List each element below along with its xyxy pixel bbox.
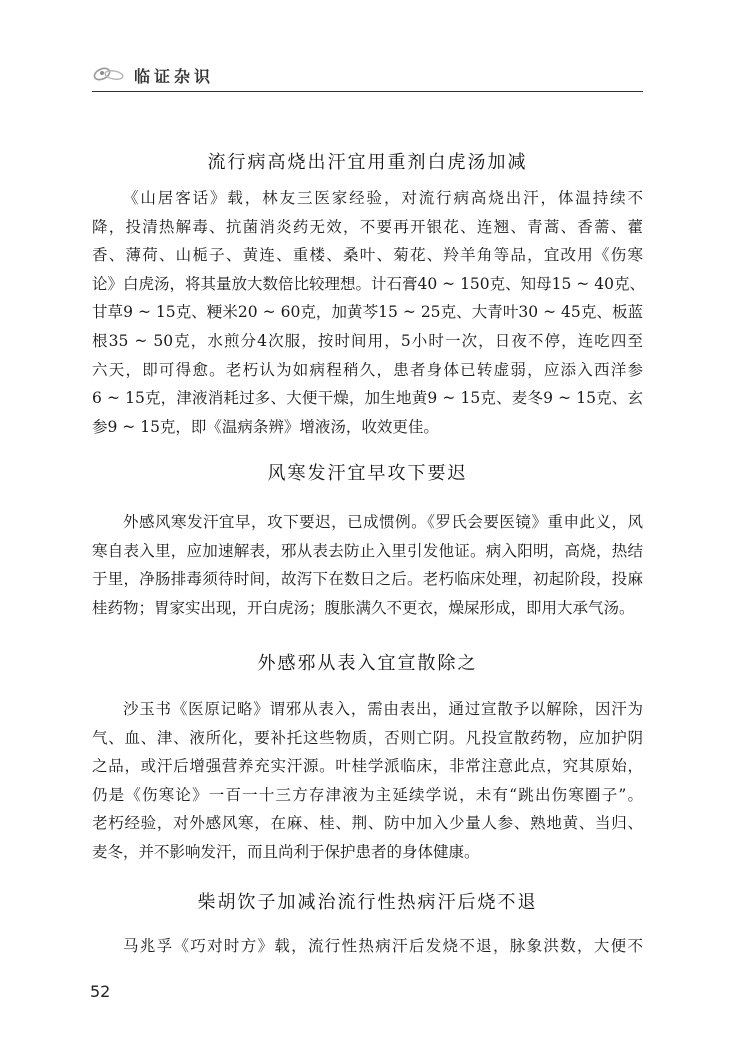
section-heading-2: 风寒发汗宜早攻下要迟: [267, 463, 468, 484]
text-line: 于里，净肠排毒须待时间，故泻下在数日之后。老朽临床处理，初起阶段，投麻: [92, 570, 643, 589]
section-heading-1: 流行病高烧出汗宜用重剂白虎汤加减: [207, 152, 528, 173]
text-line: 根35 ~ 50克，水煎分4次服，按时间用，5小时一次，日夜不停，连吃四至: [92, 331, 643, 350]
text-line: 老朽经验，对外感风寒，在麻、桂、荆、防中加入少量人参、熟地黄、当归、: [92, 814, 643, 833]
section-heading-4: 柴胡饮子加减治流行性热病汗后烧不退: [197, 892, 538, 913]
text-line: 降，投清热解毒、抗菌消炎药无效，不要再开银花、连翘、青蒿、香薷、藿: [92, 217, 643, 236]
section-paragraph-4: [92, 932, 643, 961]
text-line: 参9 ~ 15克，即《温病条辨》增液汤，收效更佳。: [92, 417, 439, 436]
text-line: 马兆孚《巧对时方》载，流行性热病汗后发烧不退，脉象洪数，大便不: [123, 937, 643, 955]
text-line: 桂药物；胃家实出现，开白虎汤；腹胀满久不更衣，燥屎形成，即用大承气汤。: [92, 598, 635, 617]
running-header: [92, 58, 643, 92]
section-paragraph-3: [92, 695, 643, 867]
text-line: 香、薄荷、山栀子、黄连、重楼、桑叶、菊花、羚羊角等品，宜改用《伤寒: [92, 246, 643, 265]
text-line: 气、血、津、液所化，要补托这些物质，否则亡阴。凡投宣散药物，应加护阴: [92, 728, 643, 747]
text-line: 6 ~ 15克，津液消耗过多、大便干燥，加生地黄9 ~ 15克、麦冬9 ~ 15克、玄: [92, 389, 643, 408]
text-line: 论》白虎汤，将其量放大数倍比较理想。计石膏40 ~ 150克、知母15 ~ 40克、: [92, 274, 645, 293]
header-title: 临证杂识: [134, 67, 215, 86]
section-paragraph-2: [92, 508, 643, 622]
text-line: 之品，或汗后增强营养充实汗源。叶桂学派临床，非常注意此点，究其原始，: [92, 757, 643, 776]
section-heading-3: 外感邪从表入宜宣散除之: [257, 653, 478, 674]
text-line: 外感风寒发汗宜早，攻下要迟，已成惯例。《罗氏会要医镜》重申此义，风: [123, 513, 643, 531]
text-line: 仍是《伤寒论》一百一十三方存津液为主延续学说，未有“跳出伤寒圈子”。: [92, 785, 643, 804]
text-line: 寒自表入里，应加速解表，邪从表去防止入里引发他证。病入阳明，高烧，热结: [92, 541, 643, 560]
text-line: 《山居客话》载，林友三医家经验，对流行病高烧出汗，体温持续不: [123, 189, 643, 207]
text-line: 甘草9 ~ 15克、粳米20 ~ 60克，加黄芩15 ~ 25克、大青叶30 ~ 45克、板蓝: [92, 303, 643, 322]
text-line: 麦冬，并不影响发汗，而且尚利于保护患者的身体健康。: [92, 842, 480, 861]
leaf-logo-icon: [92, 62, 126, 84]
text-line: 沙玉书《医原记略》谓邪从表入，需由表出，通过宣散予以解除，因汗为: [123, 700, 643, 718]
header-rule: [92, 91, 643, 92]
page-number: 52: [90, 982, 111, 1001]
section-paragraph-1: [92, 184, 643, 441]
text-line: 六天，即可得愈。老朽认为如病程稍久，患者身体已转虚弱，应添入西洋参: [92, 360, 643, 379]
